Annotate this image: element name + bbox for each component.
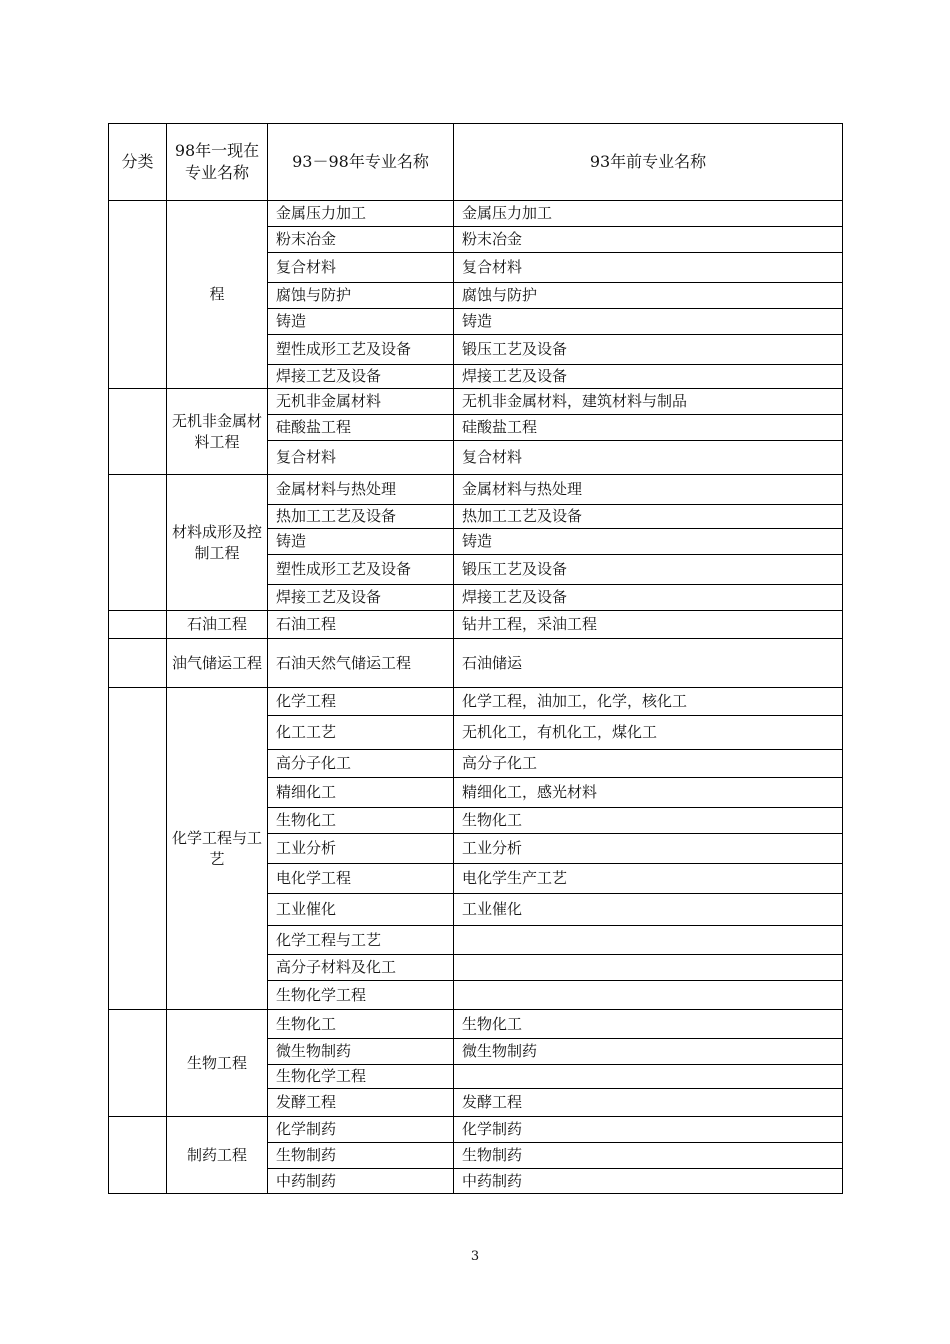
major-pre-93-cell: 钻井工程，采油工程 <box>454 611 843 639</box>
table-body <box>109 201 843 1194</box>
major-93-98-cell: 生物化学工程 <box>268 981 454 1010</box>
header-pre-93-name: 93年前专业名称 <box>454 124 843 201</box>
major-pre-93-cell: 微生物制药 <box>454 1039 843 1065</box>
major-pre-93-cell: 电化学生产工艺 <box>454 864 843 894</box>
major-name-table <box>108 123 843 1194</box>
major-pre-93-cell: 中药制药 <box>454 1169 843 1194</box>
major-93-98-cell: 塑性成形工艺及设备 <box>268 335 454 365</box>
major-93-98-cell: 化工工艺 <box>268 716 454 750</box>
current-major-cell: 无机非金属材料工程 <box>167 389 268 475</box>
major-93-98-cell: 石油天然气储运工程 <box>268 639 454 688</box>
header-current-name: 98年一现在专业名称 <box>167 124 268 201</box>
major-pre-93-cell: 工业分析 <box>454 834 843 864</box>
major-93-98-cell: 复合材料 <box>268 253 454 283</box>
table-header-row <box>109 124 843 201</box>
major-pre-93-cell: 化学制药 <box>454 1117 843 1143</box>
current-major-cell: 油气储运工程 <box>167 639 268 688</box>
table-row <box>109 389 843 415</box>
major-pre-93-cell <box>454 955 843 981</box>
table-row <box>109 1010 843 1039</box>
major-93-98-cell: 生物化工 <box>268 1010 454 1039</box>
major-pre-93-cell: 生物化工 <box>454 1010 843 1039</box>
major-93-98-cell: 硅酸盐工程 <box>268 415 454 441</box>
major-93-98-cell: 精细化工 <box>268 778 454 808</box>
table-row <box>109 201 843 227</box>
current-major-cell: 化学工程与工艺 <box>167 688 268 1010</box>
major-pre-93-cell: 硅酸盐工程 <box>454 415 843 441</box>
current-major-cell: 材料成形及控制工程 <box>167 475 268 611</box>
major-pre-93-cell: 金属压力加工 <box>454 201 843 227</box>
major-93-98-cell: 生物制药 <box>268 1143 454 1169</box>
major-pre-93-cell: 精细化工，感光材料 <box>454 778 843 808</box>
current-major-cell: 生物工程 <box>167 1010 268 1117</box>
major-93-98-cell: 生物化学工程 <box>268 1065 454 1089</box>
major-pre-93-cell: 铸造 <box>454 309 843 335</box>
major-pre-93-cell: 化学工程，油加工，化学，核化工 <box>454 688 843 716</box>
major-93-98-cell: 高分子材料及化工 <box>268 955 454 981</box>
major-93-98-cell: 工业催化 <box>268 894 454 926</box>
major-93-98-cell: 无机非金属材料 <box>268 389 454 415</box>
category-cell <box>109 1010 167 1117</box>
major-pre-93-cell: 锻压工艺及设备 <box>454 555 843 585</box>
major-93-98-cell: 高分子化工 <box>268 750 454 778</box>
category-cell <box>109 475 167 611</box>
major-93-98-cell: 微生物制药 <box>268 1039 454 1065</box>
major-93-98-cell: 金属材料与热处理 <box>268 475 454 505</box>
major-93-98-cell: 化学工程 <box>268 688 454 716</box>
major-93-98-cell: 化学制药 <box>268 1117 454 1143</box>
page-number: 3 <box>470 1249 480 1264</box>
major-93-98-cell: 粉末冶金 <box>268 227 454 253</box>
category-cell <box>109 201 167 389</box>
major-93-98-cell: 生物化工 <box>268 808 454 834</box>
major-pre-93-cell <box>454 1065 843 1089</box>
major-pre-93-cell: 热加工工艺及设备 <box>454 505 843 529</box>
major-93-98-cell: 金属压力加工 <box>268 201 454 227</box>
table-row <box>109 639 843 688</box>
major-pre-93-cell: 工业催化 <box>454 894 843 926</box>
major-pre-93-cell: 生物化工 <box>454 808 843 834</box>
category-cell <box>109 1117 167 1194</box>
category-cell <box>109 688 167 1010</box>
major-pre-93-cell: 焊接工艺及设备 <box>454 365 843 389</box>
major-pre-93-cell: 石油储运 <box>454 639 843 688</box>
major-93-98-cell: 中药制药 <box>268 1169 454 1194</box>
major-93-98-cell: 发酵工程 <box>268 1089 454 1117</box>
current-major-cell: 程 <box>167 201 268 389</box>
major-93-98-cell: 铸造 <box>268 309 454 335</box>
major-93-98-cell: 复合材料 <box>268 441 454 475</box>
category-cell <box>109 389 167 475</box>
major-93-98-cell: 塑性成形工艺及设备 <box>268 555 454 585</box>
major-pre-93-cell: 腐蚀与防护 <box>454 283 843 309</box>
major-pre-93-cell: 粉末冶金 <box>454 227 843 253</box>
major-93-98-cell: 石油工程 <box>268 611 454 639</box>
major-pre-93-cell: 复合材料 <box>454 253 843 283</box>
major-pre-93-cell: 无机非金属材料，建筑材料与制品 <box>454 389 843 415</box>
major-pre-93-cell: 生物制药 <box>454 1143 843 1169</box>
major-93-98-cell: 工业分析 <box>268 834 454 864</box>
major-93-98-cell: 焊接工艺及设备 <box>268 365 454 389</box>
major-pre-93-cell: 复合材料 <box>454 441 843 475</box>
header-93-98-name: 93－98年专业名称 <box>268 124 454 201</box>
major-93-98-cell: 电化学工程 <box>268 864 454 894</box>
major-pre-93-cell: 锻压工艺及设备 <box>454 335 843 365</box>
major-pre-93-cell <box>454 981 843 1010</box>
category-cell <box>109 639 167 688</box>
major-93-98-cell: 焊接工艺及设备 <box>268 585 454 611</box>
major-pre-93-cell: 焊接工艺及设备 <box>454 585 843 611</box>
table-row <box>109 688 843 716</box>
header-category: 分类 <box>109 124 167 201</box>
major-93-98-cell: 化学工程与工艺 <box>268 926 454 955</box>
major-pre-93-cell: 铸造 <box>454 529 843 555</box>
major-pre-93-cell: 高分子化工 <box>454 750 843 778</box>
major-pre-93-cell: 金属材料与热处理 <box>454 475 843 505</box>
major-93-98-cell: 腐蚀与防护 <box>268 283 454 309</box>
table-row <box>109 475 843 505</box>
major-pre-93-cell: 发酵工程 <box>454 1089 843 1117</box>
current-major-cell: 石油工程 <box>167 611 268 639</box>
major-pre-93-cell: 无机化工，有机化工，煤化工 <box>454 716 843 750</box>
current-major-cell: 制药工程 <box>167 1117 268 1194</box>
table-row <box>109 611 843 639</box>
major-93-98-cell: 铸造 <box>268 529 454 555</box>
major-pre-93-cell <box>454 926 843 955</box>
major-93-98-cell: 热加工工艺及设备 <box>268 505 454 529</box>
table-row <box>109 1117 843 1143</box>
category-cell <box>109 611 167 639</box>
